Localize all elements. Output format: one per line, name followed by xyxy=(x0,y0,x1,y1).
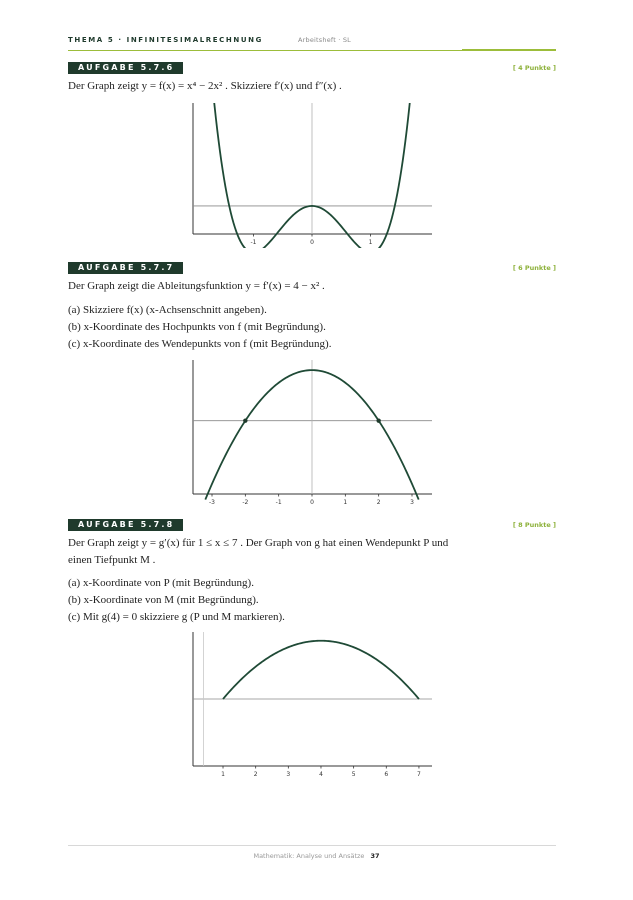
page-footer xyxy=(0,852,633,860)
x-tick-label: 0 xyxy=(310,239,314,246)
x-tick-label: -1 xyxy=(275,499,282,506)
task-2-line-2: (a) Skizziere f(x) (x-Achsenschnitt angeben). xyxy=(68,304,267,316)
header-accent-rule xyxy=(462,49,556,51)
x-tick-label: 0 xyxy=(310,499,314,506)
x-tick-label: 6 xyxy=(384,771,389,778)
x-tick-label: -1 xyxy=(250,239,257,246)
task-points-1: [ 4 Punkte ] xyxy=(512,64,556,72)
header-subtitle: Arbeitsheft · SL xyxy=(298,36,351,44)
task-1-line-1: Der Graph zeigt y = f(x) = x⁴ − 2x² . Skizziere f′(x) und f″(x) . xyxy=(68,80,342,92)
task-points-3: [ 8 Punkte ] xyxy=(512,521,556,529)
function-curve xyxy=(223,641,419,699)
header-topic: THEMA 5 · INFINITESIMALRECHNUNG xyxy=(68,36,263,44)
task-label-1: AUFGABE 5.7.6 xyxy=(68,62,183,74)
task-3-line-5: (c) Mit g(4) = 0 skizziere g (P und M markieren). xyxy=(68,611,285,623)
task-3-line-4: (b) x-Koordinate von M (mit Begründung). xyxy=(68,594,259,606)
graph-g-prime xyxy=(192,632,432,780)
x-tick-label: -3 xyxy=(209,499,215,506)
graph-f-prime xyxy=(192,360,432,508)
task-2-line-4: (c) x-Koordinate des Wendepunkts von f (mit Begründung). xyxy=(68,338,332,350)
point-marker xyxy=(243,418,247,422)
task-label-2: AUFGABE 5.7.7 xyxy=(68,262,183,274)
x-tick-label: 1 xyxy=(368,239,373,246)
x-tick-label: 5 xyxy=(351,771,356,778)
x-tick-label: 2 xyxy=(253,771,258,778)
x-tick-label: 2 xyxy=(376,499,381,506)
x-tick-label: 7 xyxy=(417,771,421,778)
graph-f xyxy=(192,103,432,248)
x-tick-label: 4 xyxy=(319,771,323,778)
page-number: 37 xyxy=(370,852,380,860)
x-tick-label: 1 xyxy=(343,499,348,506)
x-tick-label: 3 xyxy=(410,499,414,506)
task-3-line-2: einen Tiefpunkt M . xyxy=(68,554,156,566)
task-2-line-3: (b) x-Koordinate des Hochpunkts von f (mit Begründung). xyxy=(68,321,326,333)
x-tick-label: 3 xyxy=(286,771,291,778)
task-2-line-1: Der Graph zeigt die Ableitungsfunktion y = f′(x) = 4 − x² . xyxy=(68,280,325,292)
task-3-line-1: Der Graph zeigt y = g′(x) für 1 ≤ x ≤ 7 . Der Graph von g hat einen Wendepunkt P und xyxy=(68,537,449,549)
task-3-line-3: (a) x-Koordinate von P (mit Begründung). xyxy=(68,577,254,589)
footer-rule xyxy=(68,845,556,846)
page-header xyxy=(68,36,556,50)
point-marker xyxy=(376,418,380,422)
task-label-3: AUFGABE 5.7.8 xyxy=(68,519,183,531)
x-tick-label: -2 xyxy=(242,499,249,506)
task-points-2: [ 6 Punkte ] xyxy=(512,264,556,272)
footer-text: Mathematik: Analyse und Ansätze xyxy=(253,852,365,860)
x-tick-label: 1 xyxy=(221,771,225,778)
